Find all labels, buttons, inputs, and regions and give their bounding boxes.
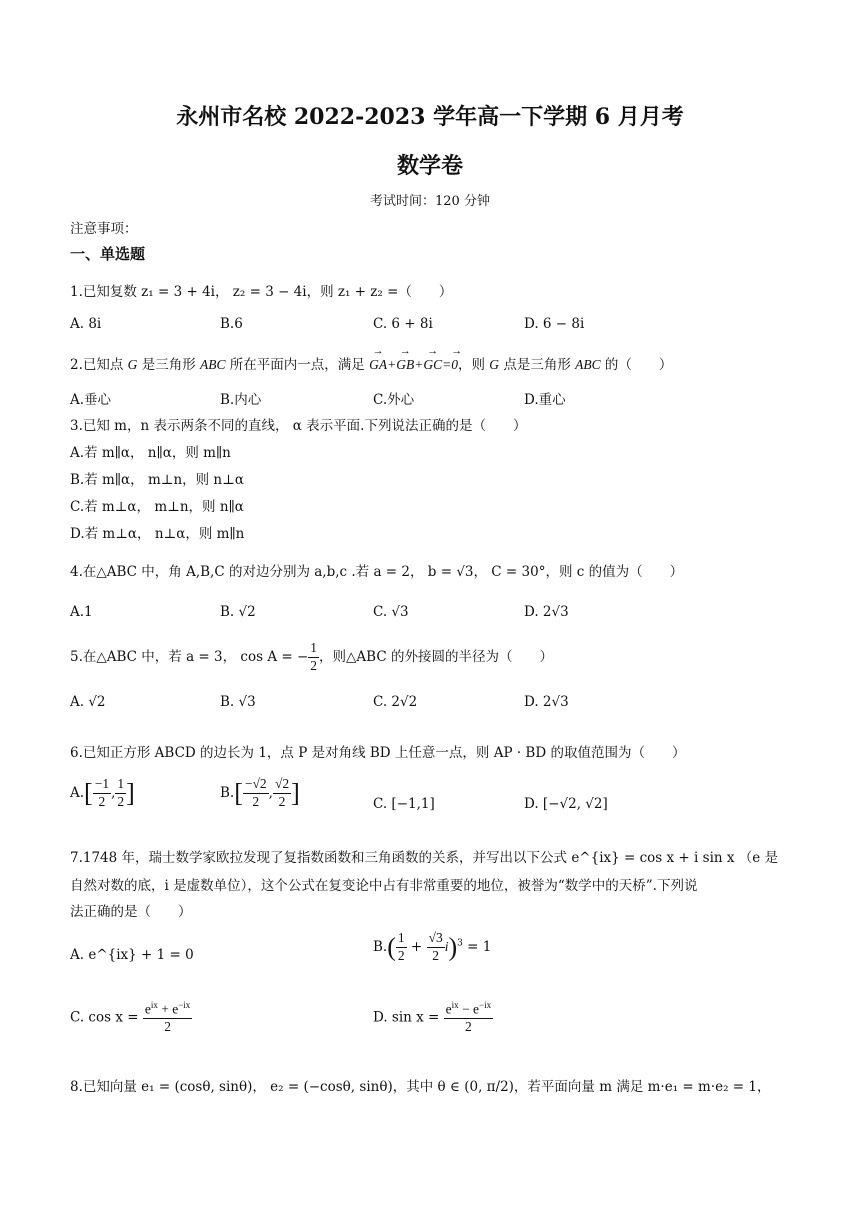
- q7-option-a: A. e^{ix} + 1 = 0: [70, 947, 194, 963]
- q3-option-b: B.若 m∥α， m⊥n，则 n⊥α: [70, 472, 244, 488]
- question-2-stem: 2.已知点 G 是三角形 ABC 所在平面内一点，满足 → GA+→ GB+→ GC=→ 0，则 G 点是三角形 ABC 的（ ）: [70, 353, 672, 373]
- notice-label: 注意事项：: [70, 221, 138, 237]
- q5-option-c: C. 2√2: [373, 694, 418, 710]
- exam-subtitle: 数学卷: [396, 153, 463, 179]
- q5-fraction: $\frac{1}{2}$: [310, 640, 318, 673]
- question-3-stem: 3.已知 m，n 表示两条不同的直线， α 表示平面.下列说法正确的是（ ）: [70, 418, 527, 434]
- question-5-stem: 5.在△ABC 中，若 a = 3， cos A = − $\frac{1}{2}$ ，则△ABC 的外接圆的半径为（ ）: [70, 640, 553, 673]
- q5-option-d: D. 2√3: [524, 694, 569, 710]
- q6-option-d: D. [−√2, √2]: [524, 796, 608, 812]
- exam-time: 考试时间：120 分钟: [370, 194, 490, 209]
- q6-option-a: A.[ $\frac{-1}{2}$ , $\frac{1}{2}$ ]: [70, 776, 135, 809]
- exam-title: 永州市名校 2022-2023 学年高一下学期 6 月月考: [176, 104, 684, 130]
- q3-option-a: A.若 m∥α， n∥α，则 m∥n: [70, 445, 231, 461]
- q4-option-d: D. 2√3: [524, 604, 569, 620]
- q4-option-c: C. √3: [373, 604, 409, 620]
- q4-option-b: B. √2: [220, 604, 256, 620]
- q1-option-d: D. 6 − 8i: [524, 316, 585, 332]
- q1-option-c: C. 6 + 8i: [373, 316, 433, 332]
- q5-option-b: B. √3: [220, 694, 256, 710]
- question-4-stem: 4.在△ABC 中，角 A,B,C 的对边分别为 a,b,c .若 a = 2， b = √3， C = 30°，则 c 的值为（ ）: [70, 564, 684, 580]
- q7-option-b: B.( $\frac{1}{2}$ + $\frac{√3}{2}$ i)$^3$ = 1: [373, 930, 492, 963]
- q3-option-c: C.若 m⊥α， m⊥n，则 n∥α: [70, 499, 244, 515]
- question-8-stem: 8.已知向量 e₁ = (cosθ, sinθ)， e₂ = (−cosθ, sinθ)，其中 θ ∈ (0, π/2)，若平面向量 m 满足 m·e₁ = m·e₂ = 1，: [70, 1079, 771, 1095]
- q2-option-a: A.垂心: [70, 392, 112, 408]
- question-7-line-3: 法正确的是（ ）: [70, 904, 192, 920]
- q4-option-a: A.1: [70, 604, 93, 620]
- q5-option-a: A. √2: [70, 694, 106, 710]
- q6-option-b: B.[ $\frac{-√2}{2}$ , $\frac{√2}{2}$ ]: [220, 776, 300, 809]
- q6-option-c: C. [−1,1]: [373, 796, 435, 812]
- q3-option-d: D.若 m⊥α， n⊥α，则 m∥n: [70, 526, 245, 542]
- q1-option-b: B.6: [220, 316, 243, 332]
- question-1-stem: 1.已知复数 z₁ = 3 + 4i， z₂ = 3 − 4i，则 z₁ + z₂ =（ ）: [70, 284, 453, 300]
- q1-option-a: A. 8i: [70, 316, 102, 332]
- q2-option-b: B.内心: [220, 392, 262, 408]
- question-7-line-1: 7.1748 年，瑞士数学家欧拉发现了复指数函数和三角函数的关系，并写出以下公式 e^{ix} = cos x + i sin x （e 是: [70, 850, 779, 866]
- q2-option-c: C.外心: [373, 392, 415, 408]
- q7-option-c: C. cos x = $\frac{e^{ix} + e^{-ix}}{2}$: [70, 1000, 191, 1035]
- question-6-stem: 6.已知正方形 ABCD 的边长为 1，点 P 是对角线 BD 上任意一点，则 AP · BD 的取值范围为（ ）: [70, 745, 686, 761]
- section-heading: 一、单选题: [70, 245, 146, 263]
- q7-option-d: D. sin x = $\frac{e^{ix} - e^{-ix}}{2}$: [373, 1000, 492, 1035]
- q2-option-d: D.重心: [524, 392, 566, 408]
- question-7-line-2: 自然对数的底，i 是虚数单位），这个公式在复变论中占有非常重要的地位，被誉为“数学中的天桥”.下列说: [70, 878, 698, 894]
